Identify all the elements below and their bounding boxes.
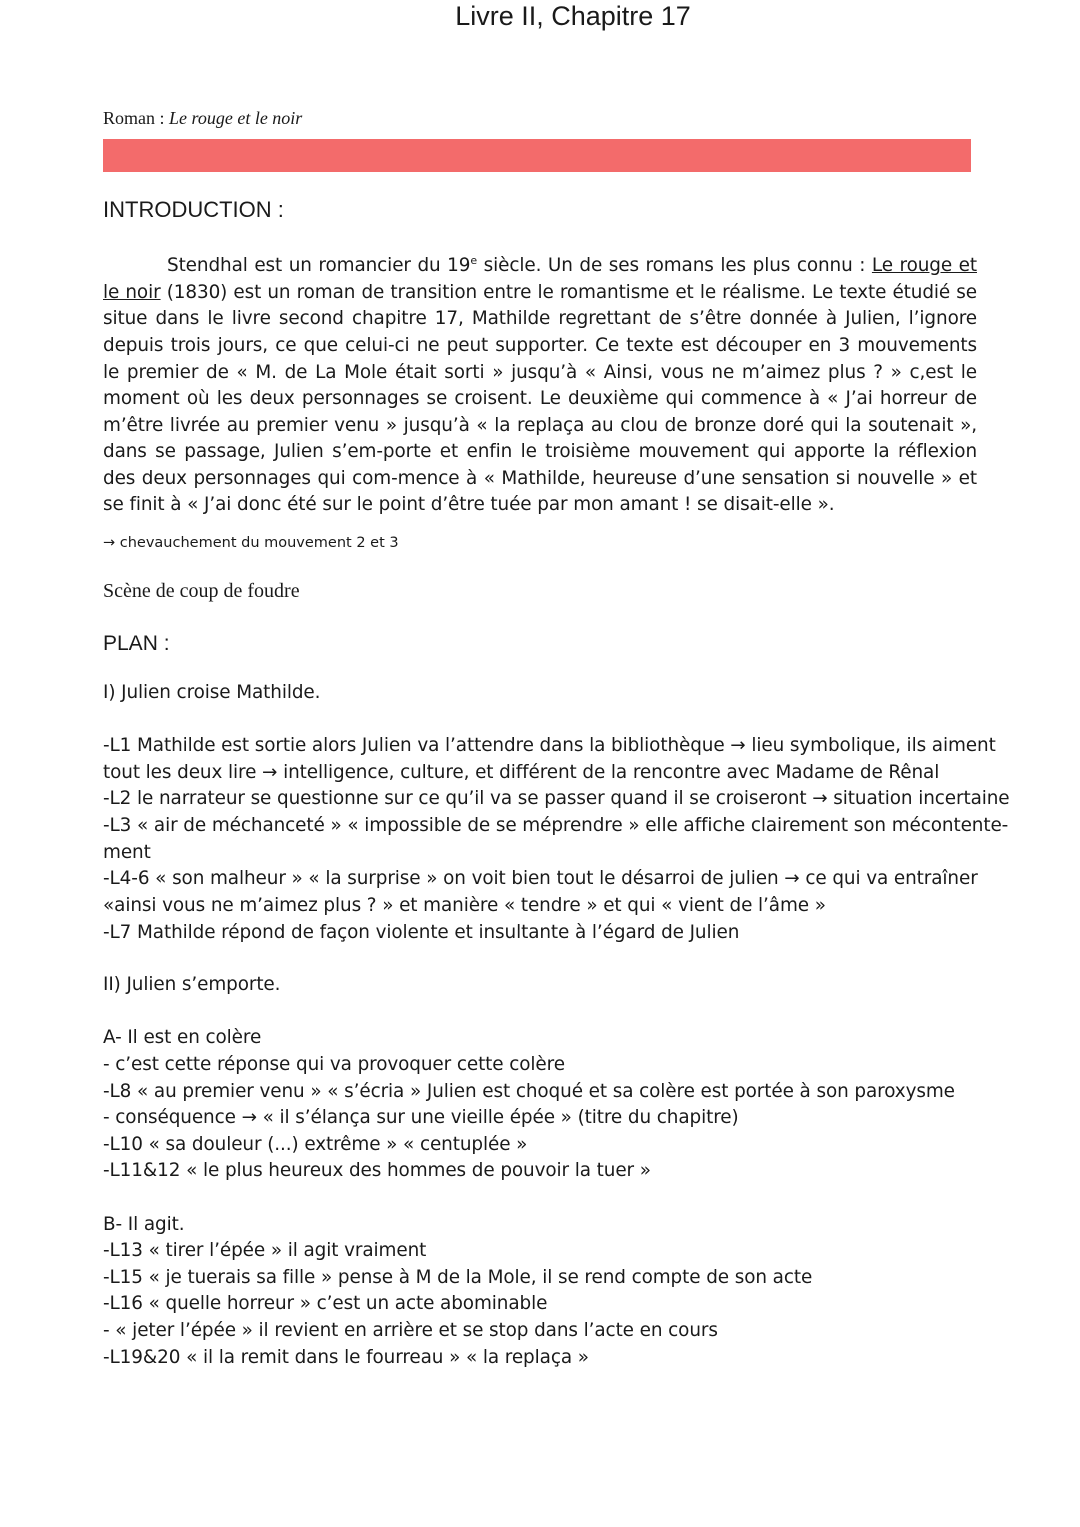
list-item: - c’est cette réponse qui va provoquer cette colère	[103, 1054, 565, 1075]
intro-text-2: siècle. Un de ses romans les plus connu :	[477, 255, 872, 277]
introduction-heading: INTRODUCTION :	[103, 197, 284, 222]
header-prefix: Roman :	[103, 108, 169, 128]
list-item: -L8 « au premier venu » « s’écria » Julien est choqué et sa colère est portée à son paroxysme	[103, 1081, 955, 1102]
partA-title: A- Il est en colère	[103, 1027, 262, 1048]
list-item: -L16 « quelle horreur » c’est un acte abominable	[103, 1293, 548, 1314]
list-item: -L15 « je tuerais sa fille » pense à M de la Mole, il se rend compte de son acte	[103, 1267, 813, 1288]
list-item: ment	[103, 842, 151, 863]
novel-title: Le rouge et le noir	[169, 108, 303, 128]
list-item: - conséquence → « il s’élança sur une vieille épée » (titre du chapitre)	[103, 1107, 739, 1128]
part1-title: I) Julien croise Mathilde.	[103, 682, 321, 703]
list-item: -L19&20 « il la remit dans le fourreau » « la replaça »	[103, 1347, 589, 1368]
chapter-banner	[103, 139, 971, 172]
list-item: «ainsi vous ne m’aimez plus ? » et manière « tendre » et qui « vient de l’âme »	[103, 895, 826, 916]
plan-heading: PLAN :	[103, 632, 170, 655]
intro-text-1: Stendhal est un romancier du 19	[167, 255, 471, 277]
chapter-title: Livre II, Chapitre 17	[455, 1, 691, 31]
list-item: -L11&12 « le plus heureux des hommes de pouvoir la tuer »	[103, 1160, 651, 1181]
list-item: -L7 Mathilde répond de façon violente et insultante à l’égard de Julien	[103, 922, 740, 943]
intro-text-3: (1830) est un roman de transition entre le romantisme et le réalisme. Le texte étudié se situe dans le livre second chapitre 17, Mathilde regrettant de s’être donnée à Julien, l’ignore depuis trois jours, ce que celui-ci ne peut supporter. Ce texte est découper en 3 mouvements le premier de « M. de La Mole était sorti » jusqu’à « Ainsi, vous ne m’aimez plus ? » c,est le moment où les deux personnages se croisent. Le deuxième qui commence à « J’ai horreur de m’être livrée au premier venu » jusqu’à « la replaça au clou de bronze doré qui la soutenait », dans se passage, Julien s’em-porte et enfin le troisième mouvement qui apporte la réflexion des deux personnages qui com-mence à « Mathilde, heureuse d’une sensation si nouvelle » et se finit à « J’ai donc été sur le point d’être tuée par mon amant ! se disait-elle ».	[103, 281, 977, 516]
part2-title: II) Julien s’emporte.	[103, 974, 281, 995]
list-item: -L4-6 « son malheur » « la surprise » on voit bien tout le désarroi de julien → ce qui va entraîner	[103, 868, 978, 889]
introduction-paragraph	[103, 248, 977, 519]
intro-superscript: e	[470, 254, 478, 267]
overlap-note: → chevauchement du mouvement 2 et 3	[103, 535, 399, 551]
list-item: -L10 « sa douleur (...) extrême » « centuplée »	[103, 1134, 528, 1155]
list-item: -L13 « tirer l’épée » il agit vraiment	[103, 1240, 427, 1261]
list-item: -L2 le narrateur se questionne sur ce qu’il va se passer quand il se croiseront → situation incertaine	[103, 788, 1010, 809]
intro-novel-title: Le rouge et le noir	[103, 255, 977, 303]
list-item: tout les deux lire → intelligence, culture, et différent de la rencontre avec Madame de Rênal	[103, 762, 940, 783]
document-header	[103, 108, 302, 129]
partB-title: B- Il agit.	[103, 1214, 185, 1235]
list-item: -L3 « air de méchanceté » « impossible de se méprendre » elle affiche clairement son mécontente-	[103, 815, 1009, 836]
list-item: -L1 Mathilde est sortie alors Julien va l’attendre dans la bibliothèque → lieu symbolique, ils aiment	[103, 735, 996, 756]
list-item: - « jeter l’épée » il revient en arrière et se stop dans l’acte en cours	[103, 1320, 718, 1341]
scene-label: Scène de coup de foudre	[103, 580, 300, 602]
